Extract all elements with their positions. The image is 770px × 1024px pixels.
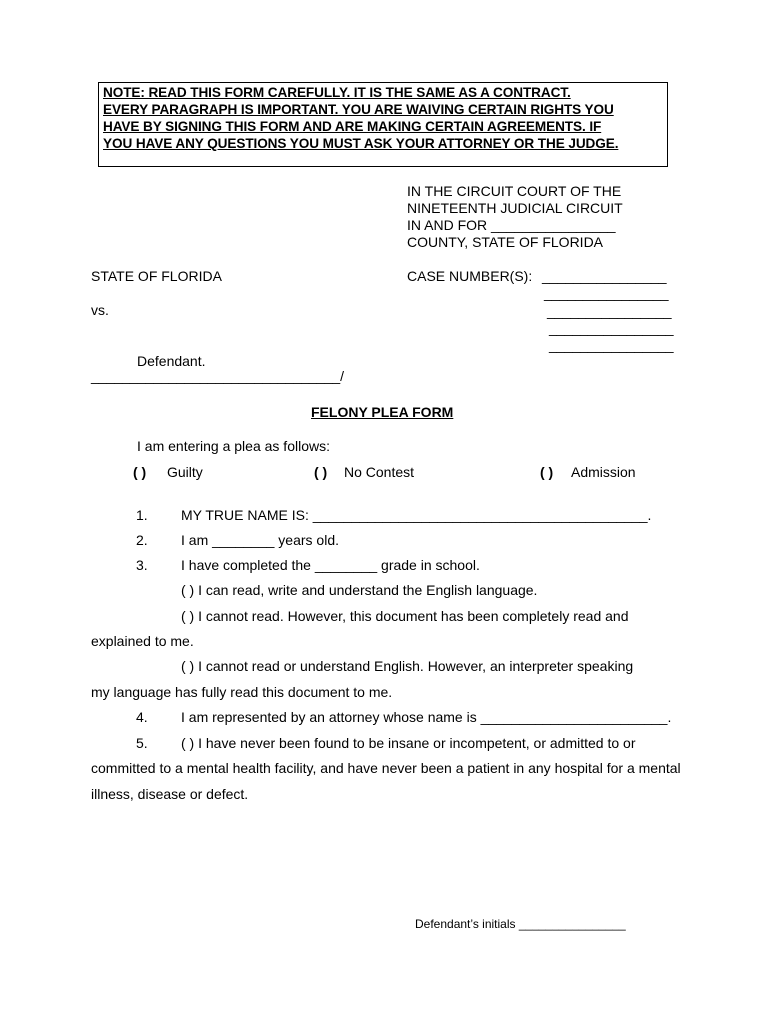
defendant-signature-line: ________________________________/: [91, 368, 345, 384]
court-line-2: NINETEENTH JUDICIAL CIRCUIT: [407, 200, 623, 216]
plea-intro: I am entering a plea as follows:: [137, 438, 330, 454]
item-number: 2.: [136, 532, 148, 548]
item-number: 1.: [136, 507, 148, 523]
no-contest-label: No Contest: [344, 464, 415, 480]
case-number-blank: ________________: [544, 285, 669, 301]
defendant-initials-line: Defendant’s initials ________________: [415, 917, 626, 931]
guilty-label: Guilty: [167, 464, 203, 480]
literacy-option-2-continued: explained to me.: [91, 633, 194, 649]
item-number: 5.: [136, 735, 148, 751]
case-number-blank: ________________: [547, 303, 672, 319]
case-number-blank: ________________: [549, 337, 674, 353]
true-name-line: MY TRUE NAME IS: ___________________________________________.: [181, 507, 652, 523]
versus-text: vs.: [91, 302, 109, 318]
form-title: FELONY PLEA FORM: [311, 404, 454, 420]
mental-health-option[interactable]: ( ) I have never been found to be insane or incompetent, or admitted to or: [181, 735, 636, 751]
case-number-blank: ________________: [549, 320, 674, 336]
literacy-option-2[interactable]: ( ) I cannot read. However, this document has been completely read and: [181, 608, 629, 624]
court-line-3: IN AND FOR ________________: [407, 217, 616, 233]
literacy-option-1[interactable]: ( ) I can read, write and understand the English language.: [181, 582, 538, 598]
admission-label: Admission: [571, 464, 636, 480]
notice-box: [98, 82, 668, 167]
case-number-blank: ________________: [542, 268, 667, 284]
court-line-1: IN THE CIRCUIT COURT OF THE: [407, 183, 622, 199]
notice-line-2: EVERY PARAGRAPH IS IMPORTANT. YOU ARE WAIVING CERTAIN RIGHTS YOU: [103, 102, 614, 117]
notice-line-3: HAVE BY SIGNING THIS FORM AND ARE MAKING CERTAIN AGREEMENTS. IF: [103, 119, 602, 134]
mental-health-continued: illness, disease or defect.: [91, 786, 249, 802]
education-line: I have completed the ________ grade in school.: [181, 557, 480, 573]
mental-health-continued: committed to a mental health facility, and have never been a patient in any hospital for a mental: [91, 760, 681, 776]
literacy-option-3[interactable]: ( ) I cannot read or understand English. However, an interpreter speaking: [181, 658, 634, 674]
no-contest-checkbox[interactable]: ( ): [314, 464, 328, 480]
notice-line-4: YOU HAVE ANY QUESTIONS YOU MUST ASK YOUR ATTORNEY OR THE JUDGE.: [103, 136, 619, 151]
plaintiff-name: STATE OF FLORIDA: [91, 268, 222, 284]
case-number-label: CASE NUMBER(S):: [407, 268, 533, 284]
defendant-label: Defendant.: [137, 353, 206, 369]
attorney-line: I am represented by an attorney whose name is ________________________.: [181, 709, 672, 725]
admission-checkbox[interactable]: ( ): [540, 464, 554, 480]
guilty-checkbox[interactable]: ( ): [133, 464, 147, 480]
item-number: 3.: [136, 557, 148, 573]
notice-line-1: NOTE: READ THIS FORM CAREFULLY. IT IS THE SAME AS A CONTRACT.: [103, 85, 571, 100]
item-number: 4.: [136, 709, 148, 725]
literacy-option-3-continued: my language has fully read this document to me.: [91, 684, 393, 700]
age-line: I am ________ years old.: [181, 532, 339, 548]
court-line-4: COUNTY, STATE OF FLORIDA: [407, 234, 604, 250]
